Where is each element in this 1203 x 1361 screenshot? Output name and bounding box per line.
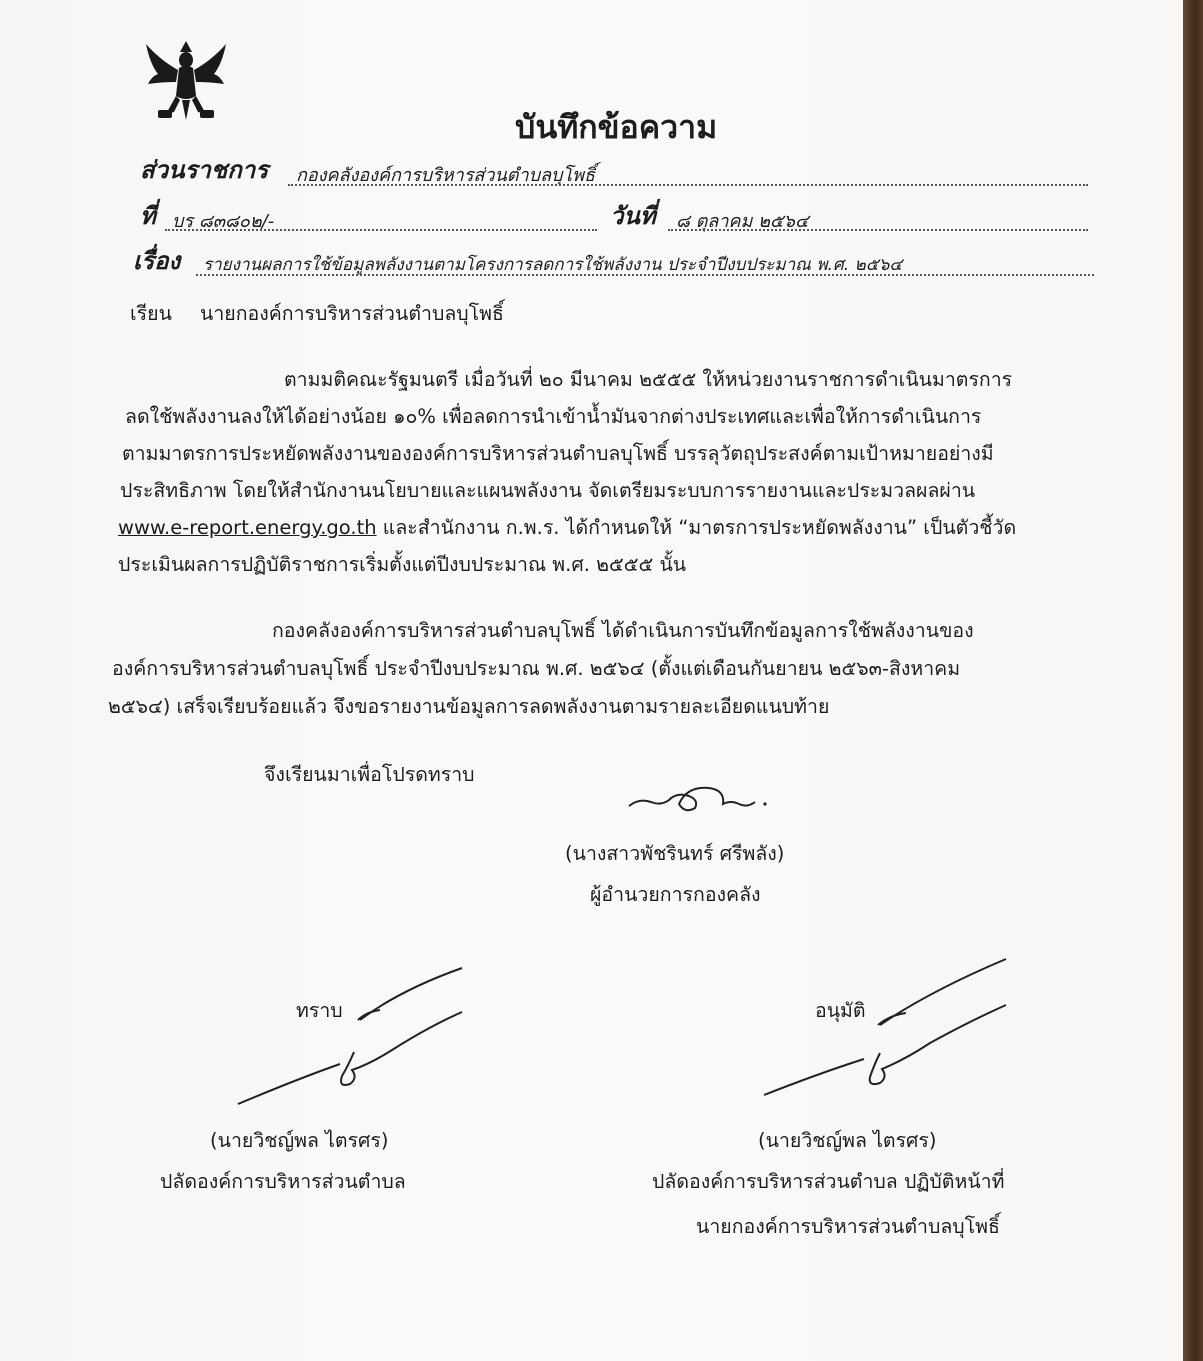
energy-report-link[interactable]: www.e-report.energy.go.th (118, 516, 377, 539)
paragraph1-line5-rest: และสำนักงาน ก.พ.ร. ได้กำหนดให้ “มาตรการประหยัดพลังงาน” เป็นตัวชี้วัด (376, 516, 1017, 539)
ref-value: บร ๘๓๘๐๒/- (172, 211, 275, 232)
date-label: วันที่ (610, 202, 656, 230)
paragraph2-line1: กองคลังองค์การบริหารส่วนตำบลบุโพธิ์ ได้ดำเนินการบันทึกข้อมูลการใช้พลังงานของ (272, 619, 974, 642)
endorse-right-signature (760, 955, 1010, 1100)
garuda-emblem-icon (140, 38, 232, 122)
paragraph1-line3: ตามมาตรการประหยัดพลังงานขององค์การบริหารส่วนตำบลบุโพธิ์ บรรลุวัตถุประสงค์ตามเป้าหมายอย่างมี (122, 442, 994, 465)
paragraph1-line1: ตามมติคณะรัฐมนตรี เมื่อวันที่ ๒๐ มีนาคม ๒๕๕๕ ให้หน่วยงานราชการดำเนินมาตรการ (284, 368, 1013, 391)
closing-text: จึงเรียนมาเพื่อโปรดทราบ (264, 763, 475, 786)
endorse-left-label: ทราบ (296, 999, 343, 1022)
date-value: ๘ ตุลาคม ๒๕๖๔ (676, 211, 809, 232)
signer-position: ผู้อำนวยการกองคลัง (590, 883, 761, 906)
endorse-right-label: อนุมัติ (815, 999, 866, 1022)
subject-value: รายงานผลการใช้ข้อมูลพลังงานตามโครงการลดการใช้พลังงาน ประจำปีงบประมาณ พ.ศ. ๒๕๖๔ (203, 255, 903, 275)
subject-underline (196, 274, 1094, 276)
signer-signature (625, 778, 775, 818)
paragraph1-line6: ประเมินผลการปฏิบัติราชการเริ่มตั้งแต่ปีงบประมาณ พ.ศ. ๒๕๕๕ นั้น (118, 553, 687, 576)
endorse-left-name: (นายวิชญ์พล ไตรศร) (210, 1129, 389, 1152)
salutation-recipient: นายกองค์การบริหารส่วนตำบลบุโพธิ์ (200, 302, 504, 325)
department-value: กองคลังองค์การบริหารส่วนตำบลบุโพธิ์ (296, 165, 596, 186)
paragraph1-line5 (118, 512, 1016, 543)
endorse-right-position-line2: นายกองค์การบริหารส่วนตำบลบุโพธิ์ (696, 1215, 1000, 1238)
endorse-left-position: ปลัดองค์การบริหารส่วนตำบล (160, 1170, 406, 1193)
endorse-left-signature (230, 960, 470, 1110)
paragraph1-line2: ลดใช้พลังงานลงให้ได้อย่างน้อย ๑๐% เพื่อลดการนำเข้าน้ำมันจากต่างประเทศและเพื่อให้การดำเนินการ (125, 405, 982, 428)
ref-label: ที่ (140, 202, 156, 230)
paragraph1-line4: ประสิทธิภาพ โดยให้สำนักงานนโยบายและแผนพลังงาน จัดเตรียมระบบการรายงานและประมวลผลผ่าน (120, 479, 976, 502)
subject-label: เรื่อง (133, 247, 181, 275)
signer-name: (นางสาวพัชรินทร์ ศรีพลัง) (565, 842, 785, 865)
endorse-right-name: (นายวิชญ์พล ไตรศร) (758, 1129, 937, 1152)
date-underline (668, 229, 1088, 231)
paragraph2-line2: องค์การบริหารส่วนตำบลบุโพธิ์ ประจำปีงบประมาณ พ.ศ. ๒๕๖๔ (ตั้งแต่เดือนกันยายน ๒๕๖๓-สิงหาคม (112, 657, 961, 680)
department-underline (288, 184, 1088, 186)
table-edge-background (1183, 0, 1203, 1361)
ref-underline (165, 229, 597, 231)
memo-title: บันทึกข้อความ (515, 108, 718, 146)
department-label: ส่วนราชการ (140, 156, 269, 184)
salutation-label: เรียน (130, 302, 172, 325)
paragraph2-line3: ๒๕๖๔) เสร็จเรียบร้อยแล้ว จึงขอรายงานข้อมูลการลดพลังงานตามรายละเอียดแนบท้าย (108, 695, 830, 718)
endorse-right-position-line1: ปลัดองค์การบริหารส่วนตำบล ปฏิบัติหน้าที่ (652, 1170, 1005, 1193)
